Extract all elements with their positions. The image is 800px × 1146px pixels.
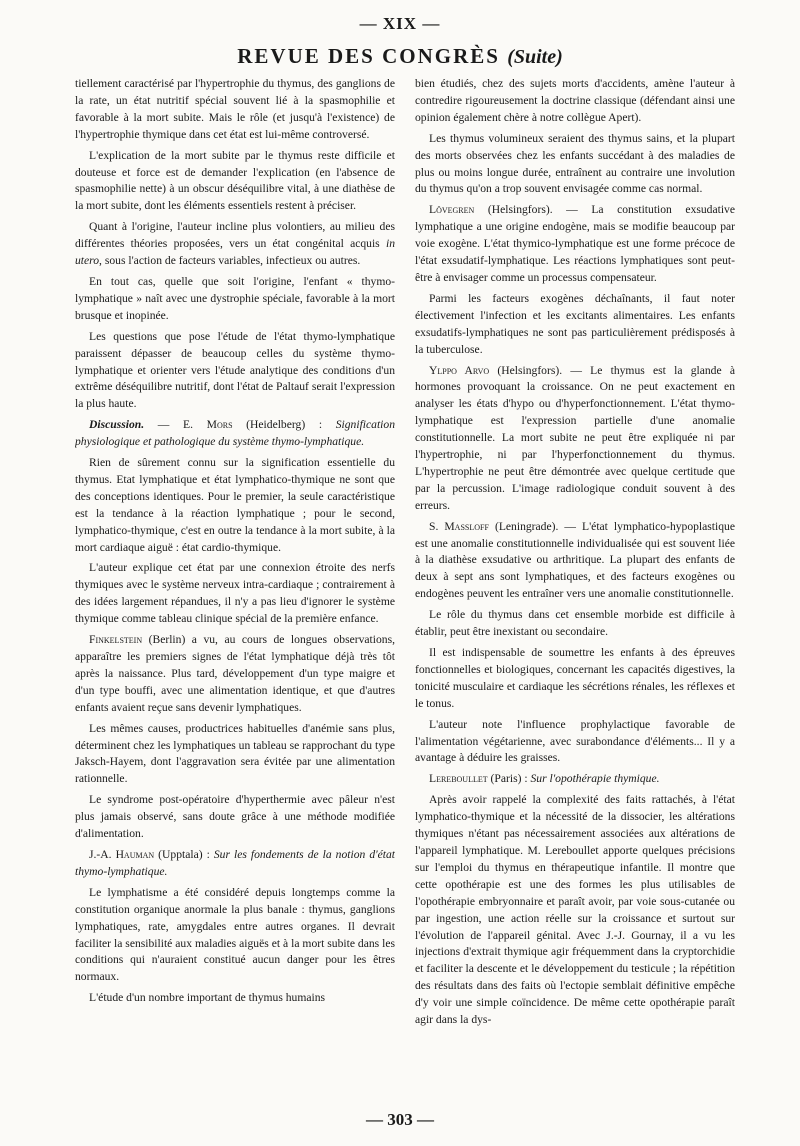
paragraph: En tout cas, quelle que soit l'origine, l'enfant « thymo-lymphatique » naît avec une dystrophie spéciale, favorable à la mort brusque et inopinée. [75, 274, 395, 322]
paragraph: Finkelstein (Berlin) a vu, au cours de longues observations, apparaître les premiers signes de l'état lymphatique déjà très tôt après la naissance. Plus tard, développement d'un type maigre et d'un type bouffi, avec une alimentation identique, et que d'autres enfants avaient reçue sans devenir lymphatiques. [75, 633, 395, 714]
page-header [0, 44, 800, 69]
paragraph: Parmi les facteurs exogènes déchaînants, il faut noter électivement l'infection et les excitants alimentaires. Les enfants exsudatifs-lymphatiques ne sont pas particulièrement prédisposés à la tuberculose. [415, 291, 735, 356]
paragraph: Après avoir rappelé la complexité des faits rattachés, à l'état lymphatico-thymique et la nécessité de la dissocier, les altérations thymiques n'étant pas nécessairement associées aux altérations de l'appareil lymphatique. M. Lereboullet apporte quelques précisions sur l'emploi du thymus en thérapeutique infantile. Il montre que cette opothérapie est une des formes les plus utilisables de l'opothérapie embryonnaire et paraît avoir, par voie sous-cutanée ou par ingestion, une action réelle sur la croissance et surtout sur l'évolution de l'appareil génital. Avec J.-J. Gournay, il a vu les injections d'extrait thymique agir fréquemment dans la cryptorchidie et faciliter la descente et le développement du testicule ; la répétition des résultats dans des faits où l'ectopie semblait définitive empêche d'y voir une simple coïncidence. De même cette opothérapie paraît agir dans la dys- [415, 793, 735, 1027]
paragraph: Le rôle du thymus dans cet ensemble morbide est difficile à établir, peut être inexistant ou secondaire. [415, 608, 735, 639]
paragraph: L'auteur note l'influence prophylactique favorable de l'alimentation végétarienne, avec surabondance d'éléments... Il y a avantage à déduire les graisses. [415, 717, 735, 765]
right-column [415, 76, 735, 1096]
discussion-heading: Discussion. — E. Mors (Heidelberg) : Signification physiologique et pathologique du système thymo-lymphatique. [75, 418, 395, 449]
paragraph: S. Massloff (Leningrade). — L'état lymphatico-hypoplastique est une anomalie constitutionnelle individualisée qui est souvent liée à la diathèse exsudative ou arthritique. La plupart des enfants de deux à sept ans sont lymphatiques, et des facteurs exogènes ou endogènes peuvent les entraîner vers une anomalie constitutionnelle. [415, 519, 735, 601]
header-suite: (Suite) [507, 46, 563, 68]
paragraph: L'auteur explique cet état par une connexion étroite des nerfs thymiques avec le système nerveux intra-cardiaque ; contrairement à des idées largement répandues, il n'y a pas lieu d'ignorer le système thymique comme tableau clinique spécial de la première enfance. [75, 561, 395, 626]
paragraph: tiellement caractérisé par l'hypertrophie du thymus, des ganglions de la rate, un état nutritif spécial souvent lié à la spasmophilie et favorable à la mort subite. Mais le rôle (et jusqu'à l'existence) de l'hypertrophie thymique dans cet état est lui-même controversé. [75, 77, 395, 141]
paragraph: Rien de sûrement connu sur la signification essentielle du thymus. Etat lymphatique et état lymphatico-thymique ne sont que des conceptions identiques. Pour le premier, la seule caractéristique est la tendance à la réaction lymphatique ; pour le second, lymphatico-thymique, c'est en outre la tendance à la mort subite, à la mort cardiaque aiguë : état cardio-thymique. [75, 456, 395, 554]
author-heading: Lereboullet (Paris) : Sur l'opothérapie thymique. [429, 772, 660, 786]
paragraph: Ylppo Arvo (Helsingfors). — Le thymus est la glande à hormones provoquant la croissance. On ne peut exactement en analyser les états d'hypo ou d'hyperfonctionnement. L'état thymo-lymphatique est l'expression partielle d'une anomalie constitutionnelle. La mort subite ne peut être expliquée ni par l'hypertrophie, ni par l'hyperfonctionnement du thymus. L'hypertrophie ne peut être démontrée avec quelque certitude que par la percussion. L'image radiologique conduit souvent à des erreurs. [415, 363, 735, 512]
left-column [75, 76, 395, 1096]
page-number: — 303 — [366, 1110, 434, 1129]
paragraph: Les thymus volumineux seraient des thymus sains, et la plupart des morts observées chez les enfants succédant à des maladies de plus ou moins longue durée, entraînent au contraire une involution du thymus qu'on a trop souvent envisagée comme cas normal. [415, 131, 735, 196]
paragraph: L'étude d'un nombre important de thymus humains [89, 991, 326, 1005]
paragraph: Les questions que pose l'étude de l'état thymo-lymphatique paraissent dépasser de beaucoup celles du système thymo-lymphatique et orienter vers l'étude analytique des conditions d'un extrême déséquilibre nutritif, dont l'état de Paltauf serait l'expression la plus haute. [75, 329, 395, 411]
paragraph: Le lymphatisme a été considéré depuis longtemps comme la constitution organique anormale la plus banale : thymus, ganglions lymphatiques, rate, amygdales entre autres organes. Il devrait faciliter la sensibilité aux maladies aiguës et à la mort subite dans les conditions qui n'auraient constitué aucun danger pour les êtres normaux. [75, 885, 395, 984]
paragraph: L'explication de la mort subite par le thymus reste difficile et douteuse et force est de demander l'explication (en l'absence de spasmophilie nette) à un obscur déséquilibre vital, à une diathèse de la mort subite, dont les éléments essentiels restent à préciser. [75, 148, 395, 213]
paragraph: bien étudiés, chez des sujets morts d'accidents, amène l'auteur à contredire rigoureusement la doctrine classique (défendant ainsi une opinion également chère à notre collègue Apert). [415, 77, 735, 124]
author-heading: J.-A. Hauman (Upptala) : Sur les fondements de la notion d'état thymo-lymphatique. [75, 847, 395, 878]
paragraph: Quant à l'origine, l'auteur incline plus volontiers, au milieu des différentes théories proposées, vers un état congénital acquis in utero, sous l'action de facteurs variables, infectieux ou autres. [75, 220, 395, 268]
paragraph: Les mêmes causes, productrices habituelles d'anémie sans plus, déterminent chez les lymphatiques un tableau se rapprochant du type Jaksch-Hayem, dont l'aggravation sera évitée par une alimentation rationnelle. [75, 721, 395, 786]
header-title: REVUE DES CONGRÈS [237, 44, 500, 68]
paragraph: Il est indispensable de soumettre les enfants à des épreuves fonctionnelles et biologiques, concernant les capacités digestives, la tonicité musculaire et cardiaque les sécrétions rénales, les réflexes et le tonus. [415, 646, 735, 710]
paragraph: Le syndrome post-opératoire d'hyperthermie avec pâleur n'est plus jamais observé, sans doute grâce à une méthode modifiée d'alimentation. [75, 793, 395, 841]
paragraph: Lövegren (Helsingfors). — La constitution exsudative lymphatique a une origine endogène, mais se modifie beaucoup par voie exogène. L'état thymico-lymphatique est une forme précoce de l'état exsudatif-lymphatique. Les réactions lymphatiques sont peut-être à envisager comme un processus compensateur. [415, 203, 735, 284]
roman-page-number: — XIX — [359, 14, 441, 33]
